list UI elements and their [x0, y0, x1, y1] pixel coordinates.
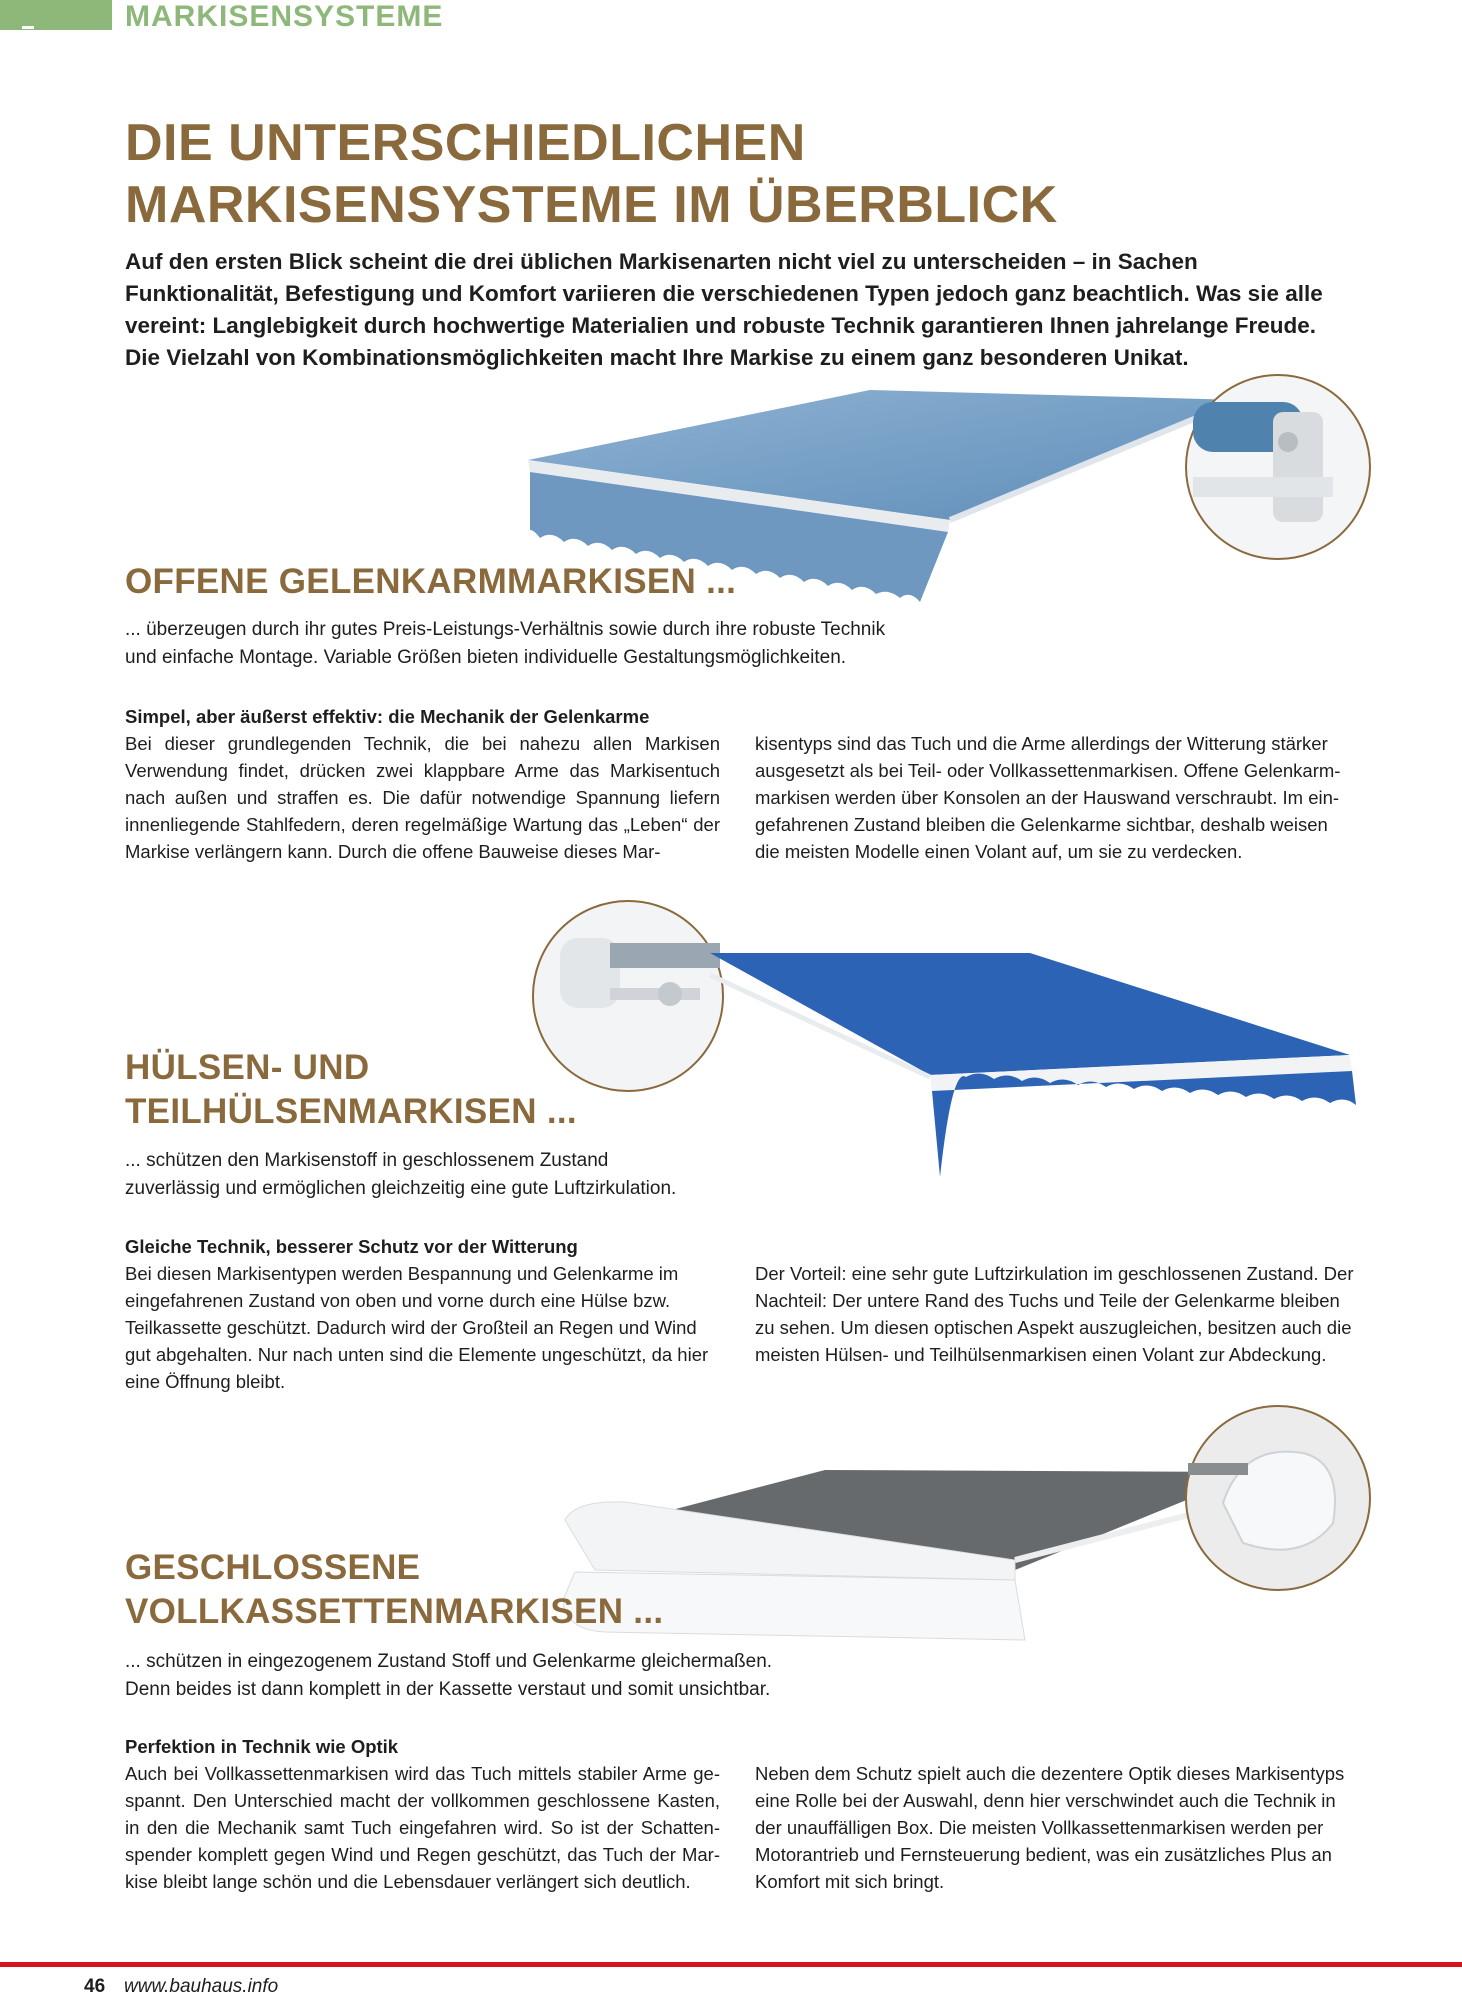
section-2-heading-line1: HÜLSEN- UND	[125, 1048, 370, 1087]
section-tab	[0, 0, 112, 30]
section-2-lead: ... schützen den Markisenstoff in geschlossenem Zustand zuverlässig und ermöglichen gleichzeitig eine gute Luftzirkulation.	[125, 1150, 677, 1199]
section-2-heading-block	[125, 1046, 725, 1134]
awning-full-cassette-detail-circle	[1183, 1403, 1373, 1593]
page-title	[125, 112, 1225, 236]
footer-url-link[interactable]: www.bauhaus.info	[124, 1976, 279, 1997]
section-1-column-right: kisentyps sind das Tuch und die Arme allerdings der Witterung stärker ausgesetzt als bei Teil- oder Vollkassettenmarkisen. Offene Gelenkarmmarkisen werden über Konsolen an der Hauswand verschraubt. Im eingefahrenen Zustand bleiben die Gelenkarme sichtbar, deshalb weisen die meisten Modelle einen Volant auf, um sie zu verdecken.	[755, 733, 1341, 862]
section-3-column-right: Neben dem Schutz spielt auch die dezentere Optik dieses Markisentyps eine Rolle bei der Auswahl, denn hier verschwindet auch die Technik in der unauffälligen Box. Die meisten Vollkassettenmarkisen werden per Motorantrieb und Fernsteuerung bedient, was ein zusätzliches Plus an Komfort mit sich bringt.	[755, 1763, 1345, 1892]
section-2-subheading: Gleiche Technik, besserer Schutz vor der Witterung	[125, 1236, 578, 1257]
section-2-column-left: Bei diesen Markisentypen werden Bespannung und Gelenkarme im eingefahrenen Zustand von oben und vorne durch eine Hülse bzw. Teilkassette geschützt. Dadurch wird der Großteil an Regen und Wind gut abgehalten. Nur nach unten sind die Elemente ungeschützt, da hier eine Öffnung bleibt.	[125, 1263, 709, 1392]
section-3-subheading: Perfektion in Technik wie Optik	[125, 1736, 399, 1757]
section-3-column-left: Auch bei Vollkassettenmarkisen wird das Tuch mittels stabiler Arme gespannt. Den Unterschied macht der vollkommen geschlossene Kasten, in den die Mechanik samt Tuch eingefahren wird. So ist der Schattenspender komplett gegen Wind und Regen geschützt, das Tuch der Markise bleibt lange schön und die Lebensdauer verlängert sich deutlich.	[125, 1763, 720, 1892]
section-1-lead: ... überzeugen durch ihr gutes Preis-Leistungs-Verhältnis sowie durch ihre robuste Technik und einfache Montage. Variable Größen bieten individuelle Gestaltungsmöglichkeiten.	[125, 619, 886, 668]
section-3-heading-block	[125, 1546, 775, 1634]
awning-semi-cassette-illustration	[700, 945, 1360, 1185]
section-3-heading-line2: VOLLKASSETTENMARKISEN ...	[125, 1592, 664, 1631]
page-title-line1: DIE UNTERSCHIEDLICHEN	[125, 114, 806, 172]
section-1-heading-block	[125, 560, 825, 604]
section-2-heading	[125, 1046, 725, 1134]
page-title-line2: MARKISENSYSTEME IM ÜBERBLICK	[125, 176, 1058, 234]
section-2-heading-line2: TEILHÜLSENMARKISEN ...	[125, 1092, 577, 1131]
section-3-lead: ... schützen in eingezogenem Zustand Stoff und Gelenkarme gleichermaßen. Denn beides ist dann komplett in der Kassette verstaut und somit unsichtbar.	[125, 1651, 773, 1700]
section-1-column-left: Bei dieser grundlegenden Technik, die bei nahezu allen Markisen Verwendung findet, drücken zwei klappbare Arme das Markisentuch nach außen und straffen es. Die dafür notwendige Spannung liefern innenliegende Stahlfedern, deren regelmäßige Wartung das „Leben“ der Markise verlängern kann. Durch die offene Bauweise dieses Mar-	[125, 733, 720, 862]
section-1-subheading: Simpel, aber äußerst effektiv: die Mechanik der Gelenkarme	[125, 706, 650, 727]
section-3-heading-line1: GESCHLOSSENE	[125, 1548, 421, 1587]
section-label: MARKISENSYSTEME	[125, 0, 444, 33]
section-1-heading: OFFENE GELENKARMMARKISEN ...	[125, 562, 737, 601]
section-2-column-right: Der Vorteil: eine sehr gute Luftzirkulation im geschlossenen Zustand. Der Nachteil: Der untere Rand des Tuchs und Teile der Gelenkarme bleiben zu sehen. Um diesen optischen Aspekt auszugleichen, besitzen auch die meisten Hülsen- und Teilhülsenmarkisen einen Volant zur Abdeckung.	[755, 1263, 1354, 1365]
page-number: 46	[84, 1976, 106, 1997]
section-3-heading	[125, 1546, 775, 1634]
tab-marker	[22, 26, 34, 29]
intro-text: Auf den ersten Blick scheint die drei üblichen Markisenarten nicht viel zu unterscheiden – in Sachen Funktionalität, Befestigung und Komfort variieren die verschiedenen Typen jedoch ganz beachtlich. Was sie alle vereint: Langlebigkeit durch hochwertige Materialien und robuste Technik garantieren Ihnen jahrelange Freude. Die Vielzahl von Kombinationsmöglichkeiten macht Ihre Markise zu einem ganz besonderen Unikat.	[125, 249, 1323, 370]
footer-divider	[0, 1962, 1462, 1967]
awning-open-detail-circle	[1183, 372, 1373, 562]
